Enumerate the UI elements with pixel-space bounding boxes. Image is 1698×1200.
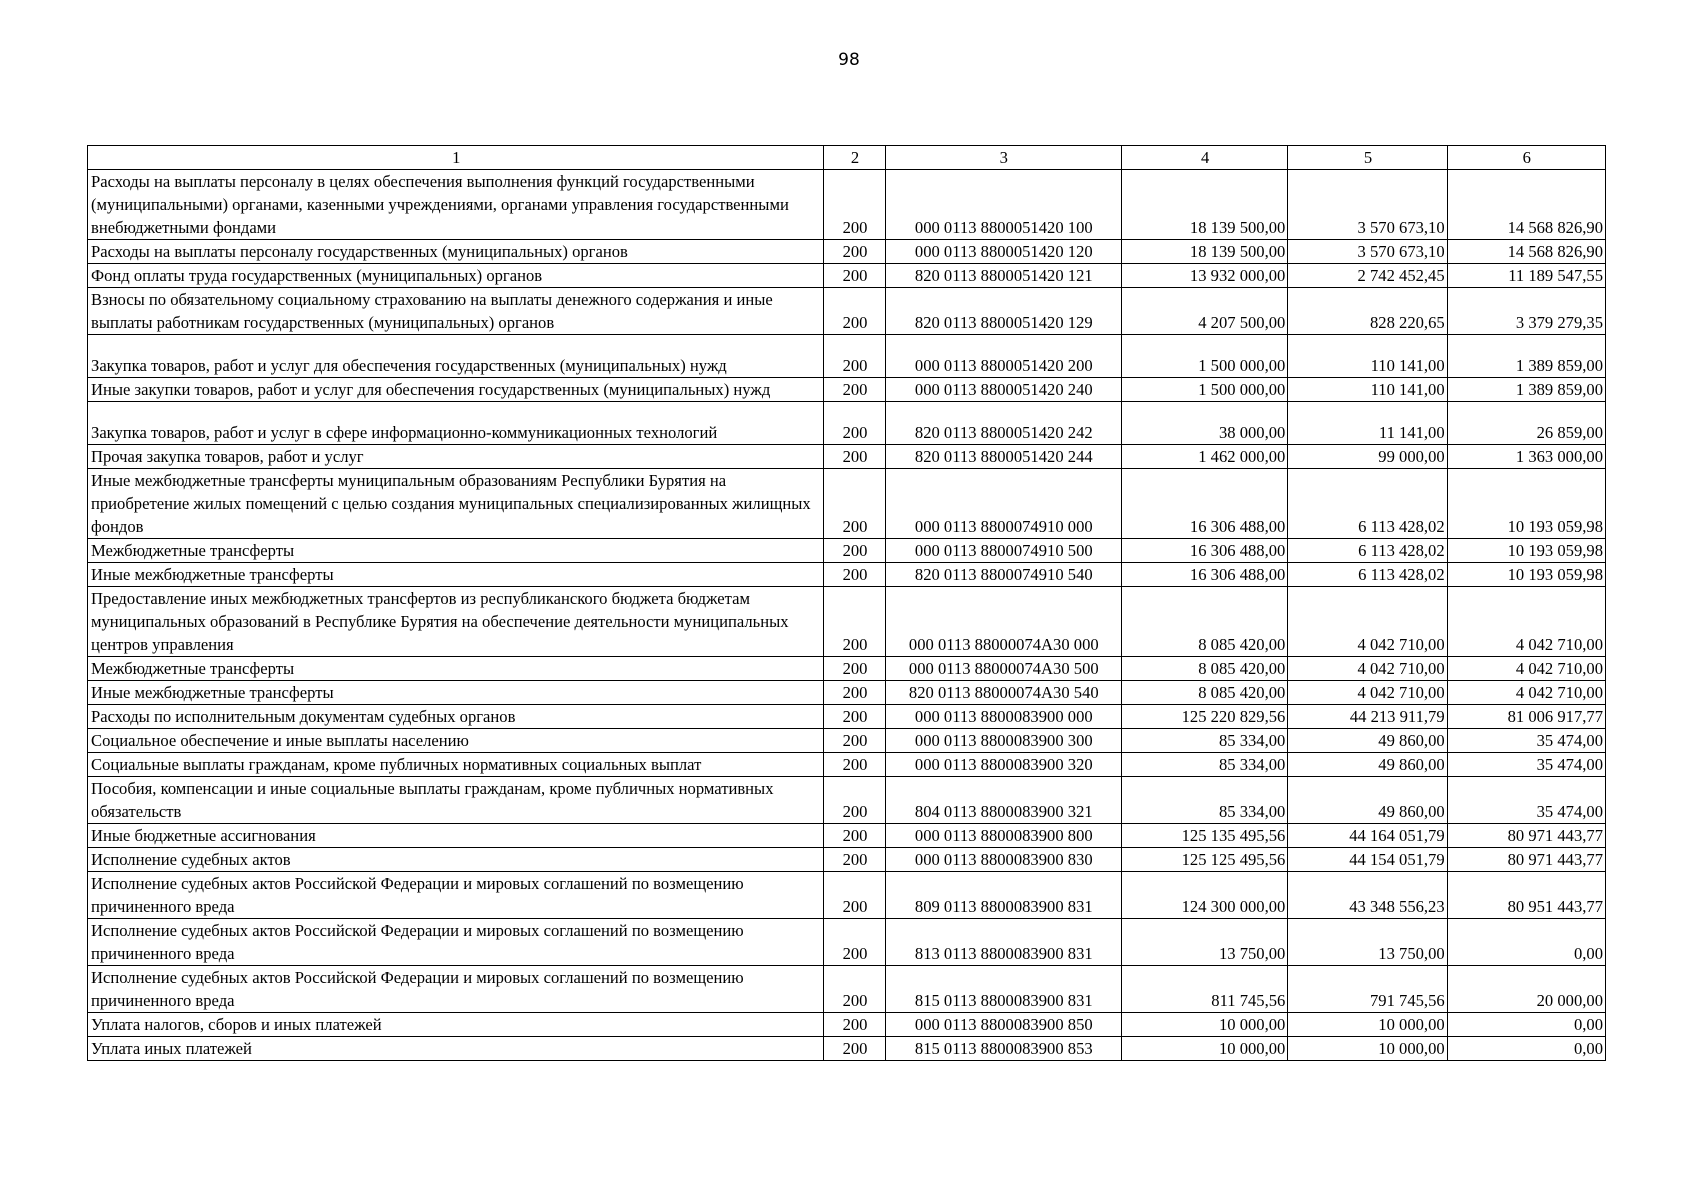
row-executed-cell: 3 570 673,10 (1288, 240, 1447, 264)
row-remaining-cell: 80 971 443,77 (1447, 824, 1605, 848)
row-name-cell: Исполнение судебных актов (88, 848, 824, 872)
row-kbk-cell: 000 0113 8800051420 200 (885, 335, 1121, 378)
row-kbk-cell: 820 0113 8800051420 129 (885, 288, 1121, 335)
row-approved-cell: 124 300 000,00 (1122, 872, 1288, 919)
row-kbk-cell: 000 0113 88000074А30 500 (885, 657, 1121, 681)
table-row (88, 919, 1606, 966)
row-name-cell: Иные закупки товаров, работ и услуг для обеспечения государственных (муниципальных) нужд (88, 378, 824, 402)
row-code-cell: 200 (824, 872, 885, 919)
row-remaining-cell: 4 042 710,00 (1447, 681, 1605, 705)
row-kbk-cell: 809 0113 8800083900 831 (885, 872, 1121, 919)
row-executed-cell: 828 220,65 (1288, 288, 1447, 335)
row-remaining-cell: 80 971 443,77 (1447, 848, 1605, 872)
row-remaining-cell: 80 951 443,77 (1447, 872, 1605, 919)
header-col-5: 5 (1288, 146, 1447, 170)
row-remaining-cell: 81 006 917,77 (1447, 705, 1605, 729)
table-header-row (88, 146, 1606, 170)
row-name-cell: Социальные выплаты гражданам, кроме публичных нормативных социальных выплат (88, 753, 824, 777)
row-kbk-cell: 000 0113 8800051420 120 (885, 240, 1121, 264)
page-number: 98 (838, 50, 860, 70)
row-name-cell: Иные межбюджетные трансферты (88, 681, 824, 705)
row-name-cell: Закупка товаров, работ и услуг в сфере информационно-коммуникационных технологий (88, 402, 824, 445)
row-remaining-cell: 10 193 059,98 (1447, 563, 1605, 587)
table-row (88, 445, 1606, 469)
row-kbk-cell: 815 0113 8800083900 853 (885, 1037, 1121, 1061)
row-remaining-cell: 14 568 826,90 (1447, 240, 1605, 264)
row-code-cell: 200 (824, 1013, 885, 1037)
row-remaining-cell: 0,00 (1447, 1037, 1605, 1061)
row-name-cell: Предоставление иных межбюджетных трансфертов из республиканского бюджета бюджетам муниципальных образований в Республике Бурятия на обеспечение деятельности муниципальных центров управления (88, 587, 824, 657)
table-row (88, 469, 1606, 539)
row-name-cell: Закупка товаров, работ и услуг для обеспечения государственных (муниципальных) нужд (88, 335, 824, 378)
row-code-cell: 200 (824, 1037, 885, 1061)
table-row (88, 1037, 1606, 1061)
table-row (88, 681, 1606, 705)
row-approved-cell: 18 139 500,00 (1122, 240, 1288, 264)
row-executed-cell: 10 000,00 (1288, 1037, 1447, 1061)
row-name-cell: Иные межбюджетные трансферты муниципальным образованиям Республики Бурятия на приобретение жилых помещений с целью создания муниципальных специализированных жилищных фондов (88, 469, 824, 539)
row-executed-cell: 44 154 051,79 (1288, 848, 1447, 872)
row-remaining-cell: 11 189 547,55 (1447, 264, 1605, 288)
row-executed-cell: 4 042 710,00 (1288, 657, 1447, 681)
row-approved-cell: 16 306 488,00 (1122, 563, 1288, 587)
row-approved-cell: 85 334,00 (1122, 777, 1288, 824)
row-kbk-cell: 000 0113 8800083900 800 (885, 824, 1121, 848)
row-executed-cell: 791 745,56 (1288, 966, 1447, 1013)
row-code-cell: 200 (824, 563, 885, 587)
row-approved-cell: 13 932 000,00 (1122, 264, 1288, 288)
table-row (88, 264, 1606, 288)
table-row (88, 587, 1606, 657)
row-code-cell: 200 (824, 729, 885, 753)
row-code-cell: 200 (824, 240, 885, 264)
row-approved-cell: 85 334,00 (1122, 729, 1288, 753)
row-name-cell: Расходы на выплаты персоналу государственных (муниципальных) органов (88, 240, 824, 264)
row-code-cell: 200 (824, 170, 885, 240)
row-executed-cell: 44 213 911,79 (1288, 705, 1447, 729)
table-row (88, 240, 1606, 264)
header-col-6: 6 (1447, 146, 1605, 170)
row-name-cell: Пособия, компенсации и иные социальные выплаты гражданам, кроме публичных нормативных обязательств (88, 777, 824, 824)
row-code-cell: 200 (824, 539, 885, 563)
table-row (88, 288, 1606, 335)
row-approved-cell: 125 220 829,56 (1122, 705, 1288, 729)
row-kbk-cell: 000 0113 8800074910 000 (885, 469, 1121, 539)
row-kbk-cell: 000 0113 88000074А30 000 (885, 587, 1121, 657)
row-remaining-cell: 1 389 859,00 (1447, 378, 1605, 402)
row-name-cell: Уплата налогов, сборов и иных платежей (88, 1013, 824, 1037)
row-code-cell: 200 (824, 777, 885, 824)
table-row (88, 378, 1606, 402)
row-executed-cell: 2 742 452,45 (1288, 264, 1447, 288)
row-name-cell: Иные бюджетные ассигнования (88, 824, 824, 848)
header-col-3: 3 (885, 146, 1121, 170)
row-kbk-cell: 820 0113 8800051420 121 (885, 264, 1121, 288)
row-executed-cell: 4 042 710,00 (1288, 587, 1447, 657)
row-code-cell: 200 (824, 402, 885, 445)
row-name-cell: Уплата иных платежей (88, 1037, 824, 1061)
table-row (88, 777, 1606, 824)
row-executed-cell: 43 348 556,23 (1288, 872, 1447, 919)
header-col-2: 2 (824, 146, 885, 170)
row-code-cell: 200 (824, 445, 885, 469)
row-code-cell: 200 (824, 966, 885, 1013)
row-code-cell: 200 (824, 824, 885, 848)
table-row (88, 824, 1606, 848)
row-name-cell: Социальное обеспечение и иные выплаты населению (88, 729, 824, 753)
table-row (88, 966, 1606, 1013)
row-approved-cell: 1 500 000,00 (1122, 378, 1288, 402)
row-kbk-cell: 820 0113 8800051420 242 (885, 402, 1121, 445)
row-kbk-cell: 804 0113 8800083900 321 (885, 777, 1121, 824)
row-remaining-cell: 4 042 710,00 (1447, 587, 1605, 657)
row-approved-cell: 8 085 420,00 (1122, 681, 1288, 705)
row-executed-cell: 49 860,00 (1288, 777, 1447, 824)
row-remaining-cell: 35 474,00 (1447, 777, 1605, 824)
row-executed-cell: 11 141,00 (1288, 402, 1447, 445)
row-approved-cell: 16 306 488,00 (1122, 469, 1288, 539)
row-approved-cell: 811 745,56 (1122, 966, 1288, 1013)
row-kbk-cell: 000 0113 8800051420 100 (885, 170, 1121, 240)
row-executed-cell: 6 113 428,02 (1288, 469, 1447, 539)
row-kbk-cell: 813 0113 8800083900 831 (885, 919, 1121, 966)
table-row (88, 402, 1606, 445)
row-name-cell: Расходы по исполнительным документам судебных органов (88, 705, 824, 729)
header-col-4: 4 (1122, 146, 1288, 170)
row-remaining-cell: 14 568 826,90 (1447, 170, 1605, 240)
row-name-cell: Фонд оплаты труда государственных (муниципальных) органов (88, 264, 824, 288)
table-row (88, 1013, 1606, 1037)
row-approved-cell: 4 207 500,00 (1122, 288, 1288, 335)
row-kbk-cell: 820 0113 8800051420 244 (885, 445, 1121, 469)
row-remaining-cell: 3 379 279,35 (1447, 288, 1605, 335)
budget-execution-table (87, 145, 1606, 1061)
row-kbk-cell: 000 0113 8800083900 320 (885, 753, 1121, 777)
row-remaining-cell: 1 389 859,00 (1447, 335, 1605, 378)
row-approved-cell: 16 306 488,00 (1122, 539, 1288, 563)
table-row (88, 872, 1606, 919)
table-row (88, 729, 1606, 753)
row-code-cell: 200 (824, 657, 885, 681)
row-name-cell: Исполнение судебных актов Российской Федерации и мировых соглашений по возмещению причиненного вреда (88, 872, 824, 919)
row-executed-cell: 3 570 673,10 (1288, 170, 1447, 240)
row-name-cell: Взносы по обязательному социальному страхованию на выплаты денежного содержания и иные выплаты работникам государственных (муниципальных) органов (88, 288, 824, 335)
row-name-cell: Межбюджетные трансферты (88, 539, 824, 563)
row-code-cell: 200 (824, 264, 885, 288)
row-remaining-cell: 0,00 (1447, 919, 1605, 966)
table-row (88, 563, 1606, 587)
row-code-cell: 200 (824, 681, 885, 705)
row-kbk-cell: 820 0113 88000074А30 540 (885, 681, 1121, 705)
row-code-cell: 200 (824, 587, 885, 657)
table-row (88, 539, 1606, 563)
row-kbk-cell: 000 0113 8800083900 300 (885, 729, 1121, 753)
row-approved-cell: 1 500 000,00 (1122, 335, 1288, 378)
row-remaining-cell: 10 193 059,98 (1447, 539, 1605, 563)
row-code-cell: 200 (824, 469, 885, 539)
row-kbk-cell: 815 0113 8800083900 831 (885, 966, 1121, 1013)
table-row (88, 657, 1606, 681)
row-code-cell: 200 (824, 919, 885, 966)
row-name-cell: Исполнение судебных актов Российской Федерации и мировых соглашений по возмещению причиненного вреда (88, 966, 824, 1013)
row-kbk-cell: 820 0113 8800074910 540 (885, 563, 1121, 587)
row-approved-cell: 10 000,00 (1122, 1013, 1288, 1037)
table-row (88, 848, 1606, 872)
row-executed-cell: 44 164 051,79 (1288, 824, 1447, 848)
row-remaining-cell: 20 000,00 (1447, 966, 1605, 1013)
row-code-cell: 200 (824, 288, 885, 335)
row-executed-cell: 110 141,00 (1288, 378, 1447, 402)
table-row (88, 170, 1606, 240)
row-kbk-cell: 000 0113 8800083900 830 (885, 848, 1121, 872)
row-approved-cell: 10 000,00 (1122, 1037, 1288, 1061)
row-executed-cell: 99 000,00 (1288, 445, 1447, 469)
row-kbk-cell: 000 0113 8800083900 850 (885, 1013, 1121, 1037)
row-name-cell: Прочая закупка товаров, работ и услуг (88, 445, 824, 469)
row-executed-cell: 6 113 428,02 (1288, 539, 1447, 563)
row-remaining-cell: 1 363 000,00 (1447, 445, 1605, 469)
row-remaining-cell: 10 193 059,98 (1447, 469, 1605, 539)
row-code-cell: 200 (824, 753, 885, 777)
row-kbk-cell: 000 0113 8800051420 240 (885, 378, 1121, 402)
row-approved-cell: 125 125 495,56 (1122, 848, 1288, 872)
row-executed-cell: 49 860,00 (1288, 753, 1447, 777)
row-approved-cell: 85 334,00 (1122, 753, 1288, 777)
row-executed-cell: 49 860,00 (1288, 729, 1447, 753)
row-name-cell: Расходы на выплаты персоналу в целях обеспечения выполнения функций государственными (муниципальными) органами, казенными учреждениями, органами управления государственными внебюджетными фондами (88, 170, 824, 240)
row-approved-cell: 13 750,00 (1122, 919, 1288, 966)
row-code-cell: 200 (824, 848, 885, 872)
table-row (88, 753, 1606, 777)
row-kbk-cell: 000 0113 8800074910 500 (885, 539, 1121, 563)
header-col-1: 1 (88, 146, 824, 170)
row-executed-cell: 10 000,00 (1288, 1013, 1447, 1037)
row-approved-cell: 125 135 495,56 (1122, 824, 1288, 848)
table-row (88, 335, 1606, 378)
row-name-cell: Иные межбюджетные трансферты (88, 563, 824, 587)
row-approved-cell: 8 085 420,00 (1122, 587, 1288, 657)
row-code-cell: 200 (824, 705, 885, 729)
table-row (88, 705, 1606, 729)
row-executed-cell: 4 042 710,00 (1288, 681, 1447, 705)
row-remaining-cell: 4 042 710,00 (1447, 657, 1605, 681)
row-remaining-cell: 35 474,00 (1447, 729, 1605, 753)
row-approved-cell: 38 000,00 (1122, 402, 1288, 445)
row-approved-cell: 8 085 420,00 (1122, 657, 1288, 681)
row-remaining-cell: 0,00 (1447, 1013, 1605, 1037)
row-remaining-cell: 26 859,00 (1447, 402, 1605, 445)
row-executed-cell: 13 750,00 (1288, 919, 1447, 966)
row-name-cell: Межбюджетные трансферты (88, 657, 824, 681)
row-code-cell: 200 (824, 335, 885, 378)
row-executed-cell: 6 113 428,02 (1288, 563, 1447, 587)
row-code-cell: 200 (824, 378, 885, 402)
row-executed-cell: 110 141,00 (1288, 335, 1447, 378)
row-approved-cell: 18 139 500,00 (1122, 170, 1288, 240)
row-approved-cell: 1 462 000,00 (1122, 445, 1288, 469)
row-kbk-cell: 000 0113 8800083900 000 (885, 705, 1121, 729)
row-name-cell: Исполнение судебных актов Российской Федерации и мировых соглашений по возмещению причиненного вреда (88, 919, 824, 966)
row-remaining-cell: 35 474,00 (1447, 753, 1605, 777)
